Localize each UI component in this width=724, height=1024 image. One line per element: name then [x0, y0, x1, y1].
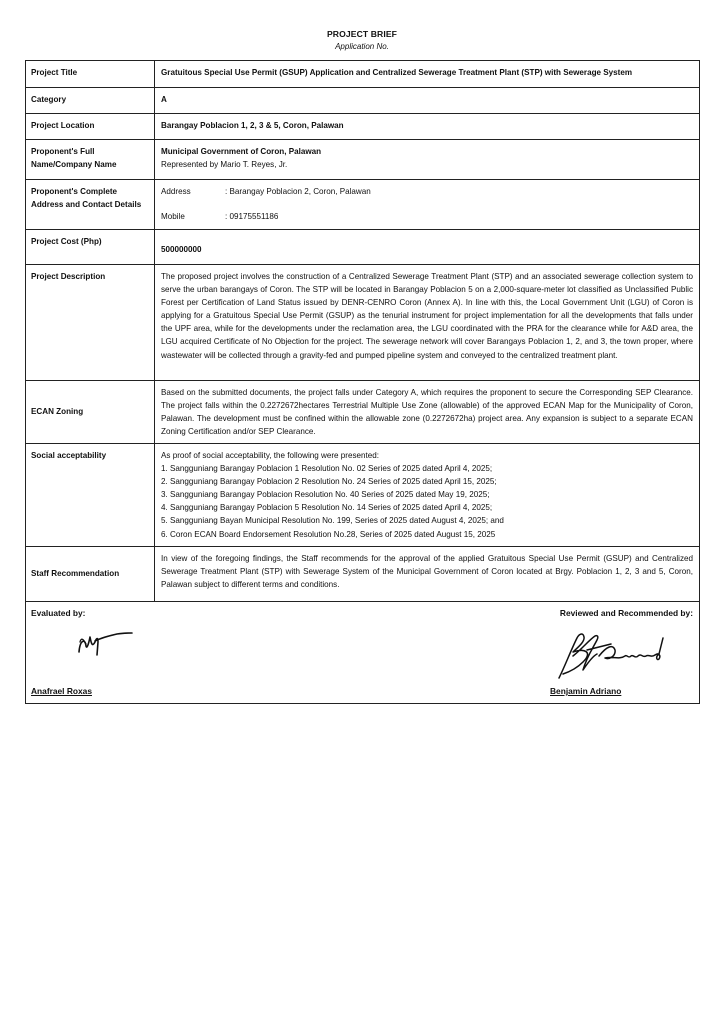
resolution-list-item: 2. Sangguniang Barangay Poblacion 2 Resolution No. 24 Series of 2025 dated April 15, 2025;	[161, 477, 497, 487]
table-row	[26, 88, 700, 114]
project-description-label: Project Description	[26, 265, 155, 381]
evaluator-name: Anafrael Roxas	[31, 686, 92, 696]
staff-recommendation-value: In view of the foregoing findings, the Staff recommends for the approval of the applied Gratuitous Special Use Permit (GSUP) and Centralized Sewerage Treatment Plant (STP) with Sewerage System of the Municipal Government of Coron located at Brgy. Poblacion 1, 2, 3 and 5, Coron, Palawan subject to different terms and conditions.	[155, 547, 700, 602]
application-number-label: Application No.	[335, 42, 389, 51]
resolution-list-item: 1. Sangguniang Barangay Poblacion 1 Resolution No. 02 Series of 2025 dated April 4, 2025;	[161, 464, 493, 474]
project-title-value: Gratuitous Special Use Permit (GSUP) Application and Centralized Sewerage Treatment Plant (STP) with Sewerage System	[155, 61, 700, 88]
table-row	[26, 114, 700, 140]
document-header	[0, 29, 724, 51]
address-line	[161, 185, 693, 198]
table-row	[26, 230, 700, 265]
table-row	[26, 381, 700, 444]
proponent-name: Municipal Government of Coron, Palawan	[161, 147, 322, 156]
table-row	[26, 444, 700, 547]
proponent-representative: Represented by Mario T. Reyes, Jr.	[161, 160, 288, 170]
social-acceptability-intro: As proof of social acceptability, the following were presented:	[161, 451, 380, 460]
table-row	[26, 61, 700, 88]
reviewer-signature	[553, 626, 685, 689]
project-description-value: The proposed project involves the construction of a Centralized Sewerage Treatment Plant (STP) and an associated sewerage collection system to serve the urban barangays of Coron. The STP will be located in Barangay Poblacion 5 on a 2,000-square-meter lot classified as Unclassified Public Forest per Certification of Land Status issued by DENR-CENRO Coron (Annex A). In line with this, the Local Government Unit (LGU) of Coron is applying for a Gratuitous Special Use Permit (GSUP) as the tenurial instrument for project implementation for all the developments that falls under the UPF area, while for the developments under the reclamation area, the LGU coordinated with the PRA for the clearance while for A&D area, the LGU acquired Certificate of No Objection for the project. The sewerage network will cover Barangays Poblacion 1, 2, and 3, the town proper, where wastewater will be collected through a gravity-fed and pumped pipeline system and conveyed to the centralized treatment plant.	[155, 265, 700, 381]
table-row	[26, 265, 700, 381]
mobile-line	[161, 210, 693, 223]
project-cost-value: 500000000	[155, 230, 700, 265]
table-row	[26, 180, 700, 230]
project-location-label: Project Location	[26, 114, 155, 140]
resolution-list-item: 3. Sangguniang Barangay Poblacion Resolution No. 40 Series of 2025 dated May 19, 2025;	[161, 490, 490, 500]
address-value: : Barangay Poblacion 2, Coron, Palawan	[225, 187, 371, 196]
ecan-zoning-label: ECAN Zoning	[26, 381, 155, 444]
proponent-name-label: Proponent's Full Name/Company Name	[26, 140, 155, 180]
social-acceptability-cell	[155, 444, 700, 547]
mobile-key: Mobile	[161, 212, 185, 222]
table-row	[26, 140, 700, 180]
category-label: Category	[26, 88, 155, 114]
staff-recommendation-label: Staff Recommendation	[26, 547, 155, 602]
table-row	[26, 547, 700, 602]
project-location-value: Barangay Poblacion 1, 2, 3 & 5, Coron, Palawan	[155, 114, 700, 140]
category-value: A	[155, 88, 700, 114]
project-brief-table	[25, 60, 700, 602]
evaluator-signature	[75, 628, 135, 663]
proponent-contact-cell	[155, 180, 700, 230]
resolution-list-item: 5. Sangguniang Bayan Municipal Resolution No. 199, Series of 2025 dated August 4, 2025; and	[161, 516, 504, 526]
resolution-list-item: 6. Coron ECAN Board Endorsement Resolution No.28, Series of 2025 dated August 15, 2025	[161, 529, 496, 539]
mobile-value: : 09175551186	[225, 212, 279, 222]
project-title-label: Project Title	[26, 61, 155, 88]
document-title: PROJECT BRIEF	[326, 29, 398, 39]
address-key: Address	[161, 187, 191, 196]
reviewer-name: Benjamin Adriano	[550, 686, 622, 696]
resolution-list-item: 4. Sangguniang Barangay Poblacion 5 Resolution No. 14 Series of 2025 dated April 4, 2025;	[161, 503, 493, 513]
social-acceptability-label: Social acceptability	[26, 444, 155, 547]
reviewed-by-label: Reviewed and Recommended by:	[559, 608, 693, 618]
proponent-name-cell	[155, 140, 700, 180]
ecan-zoning-value: Based on the submitted documents, the project falls under Category A, which requires the proponent to secure the Corresponding SEP Clearance. The project falls within the 0.2272672hectares Terrestrial Multiple Use Zone (allowable) of the approved ECAN Map for the Municipality of Coron, Palawan. The development must be confined within the allowable zone (0.2272672ha) project area. Any expansion is subject to a separate ECAN Zoning Certification and/or SEP Clearance.	[155, 381, 700, 444]
evaluated-by-label: Evaluated by:	[31, 608, 86, 618]
project-cost-label: Project Cost (Php)	[26, 230, 155, 265]
proponent-contact-label: Proponent's Complete Address and Contact Details	[26, 180, 155, 230]
